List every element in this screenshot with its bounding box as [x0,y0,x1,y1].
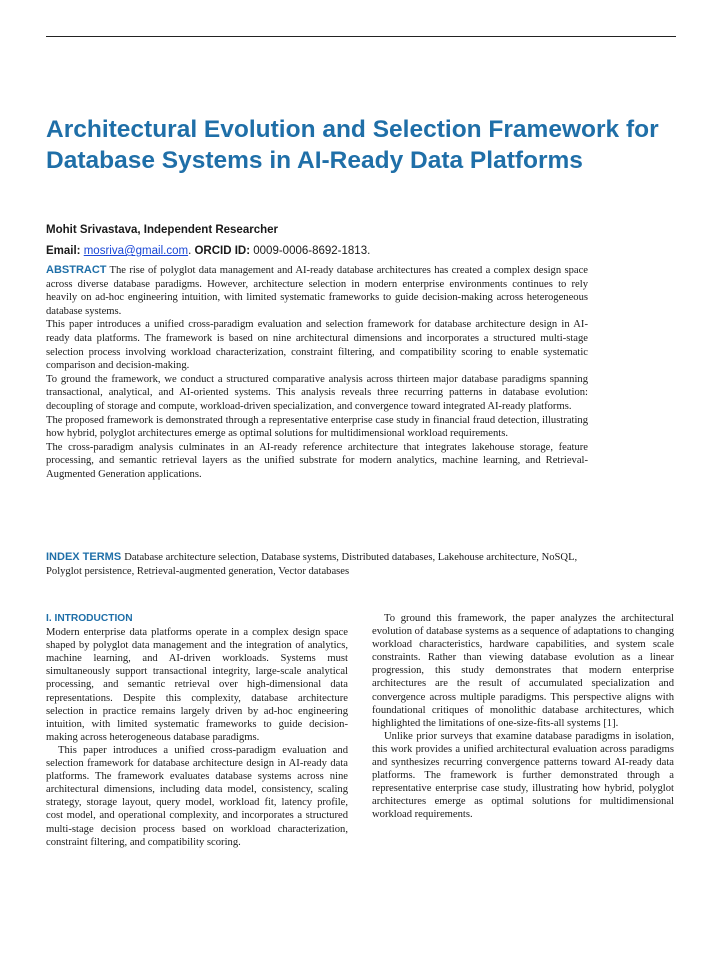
email-link[interactable]: mosriva@gmail.com [83,245,189,257]
right-column [372,612,674,822]
abstract-paragraph: This paper introduces a unified cross-paradigm evaluation and selection framework for database architecture design in AI-ready data platforms. The framework is based on nine architectural dimensions and incorporates a structured multi-stage selection process involving workload characterization, constraint filtering, and compatibility scoring to enable systematic comparison and decision-making. [46,319,588,372]
contact-line [46,245,370,257]
abstract-heading: ABSTRACT [46,264,107,276]
body-paragraph: Unlike prior surveys that examine database paradigms in isolation, this work provides a unified architectural evaluation across paradigms and synthesizes recurring convergence patterns toward AI-ready data platforms. The framework is further demonstrated through a representative enterprise case study, illustrating how hybrid, polyglot architectures emerge as optimal solutions for multidimensional workload requirements. [372,730,674,821]
orcid-value: 0009-0006-8692-1813. [253,245,371,257]
paper-title: Architectural Evolution and Selection Framework for Database Systems in AI-Ready Data Platforms [46,116,659,174]
abstract-paragraph: To ground the framework, we conduct a structured comparative analysis across thirteen major database paradigms spanning transactional, analytical, and AI-oriented systems. This analysis reveals three recurring patterns in database evolution: decoupling of storage and compute, workload-driven specialization, and convergence toward integrated AI-ready platforms. [46,373,588,412]
abstract-paragraph [46,264,588,318]
abstract-paragraph: The cross-paradigm analysis culminates in an AI-ready reference architecture that integrates lakehouse storage, feature processing, and semantic retrieval layers as the unified substrate for modern analytics, machine learning, and Retrieval-Augmented Generation applications. [46,441,588,480]
author-line: Mohit Srivastava, Independent Researcher [46,224,278,236]
abstract [46,264,588,482]
index-terms [46,551,606,578]
email-label: Email: [46,245,81,257]
orcid-label: ORCID ID: [194,245,251,257]
section-heading-introduction: I. INTRODUCTION [46,613,133,624]
left-column [46,612,348,849]
email-suffix: . [188,245,192,257]
abstract-paragraph: The proposed framework is demonstrated through a representative enterprise case study in financial fraud detection, illustrating how hybrid, polyglot architectures emerge as optimal solutions for multidimensional workload requirements. [46,414,588,440]
header-rule [46,36,676,37]
body-paragraph: Modern enterprise data platforms operate in a complex design space shaped by polyglot data management and the integration of analytics, machine learning, and AI-driven workloads. Systems must simultaneously support transactional integrity, large-scale analytical processing, and semantic retrieval over high-dimensional data representations. Despite this complexity, database architecture selection in practice remains largely driven by ad-hoc engineering intuition, with limited systematic frameworks to guide decision-making across heterogeneous database paradigms. [46,627,348,743]
index-terms-text: Database architecture selection, Database systems, Distributed databases, Lakehouse architecture, NoSQL, Polyglot persistence, Retrieval-augmented generation, Vector databases [46,552,578,577]
index-terms-heading: INDEX TERMS [46,551,122,563]
abstract-text: The rise of polyglot data management and AI-ready database architectures has created a complex design space across diverse database paradigms. However, architecture selection in modern enterprise environments continues to rely heavily on ad-hoc engineering intuition, with limited systematic frameworks to guide decision-making across heterogeneous database systems. [46,265,588,317]
body-paragraph: This paper introduces a unified cross-paradigm evaluation and selection framework for database architecture design in AI-ready data platforms. The framework evaluates database systems across nine architectural dimensions, including data model, consistency, scaling strategy, storage layout, query model, workload fit, latency profile, cost model, and operational complexity, and incorporates a structured multi-stage decision process based on workload characterization, constraint filtering, and compatibility scoring. [46,744,348,848]
body-paragraph: To ground this framework, the paper analyzes the architectural evolution of database systems as a sequence of adaptations to changing workload characteristics, hardware capabilities, and system scale constraints. Rather than viewing database evolution as a linear progression, this study demonstrates that modern enterprise architectures are the result of accumulated specialization and convergence across multiple paradigms. This perspective aligns with foundational critiques of monolithic database architectures, which highlighted the limitations of one-size-fits-all systems [1]. [372,613,674,729]
